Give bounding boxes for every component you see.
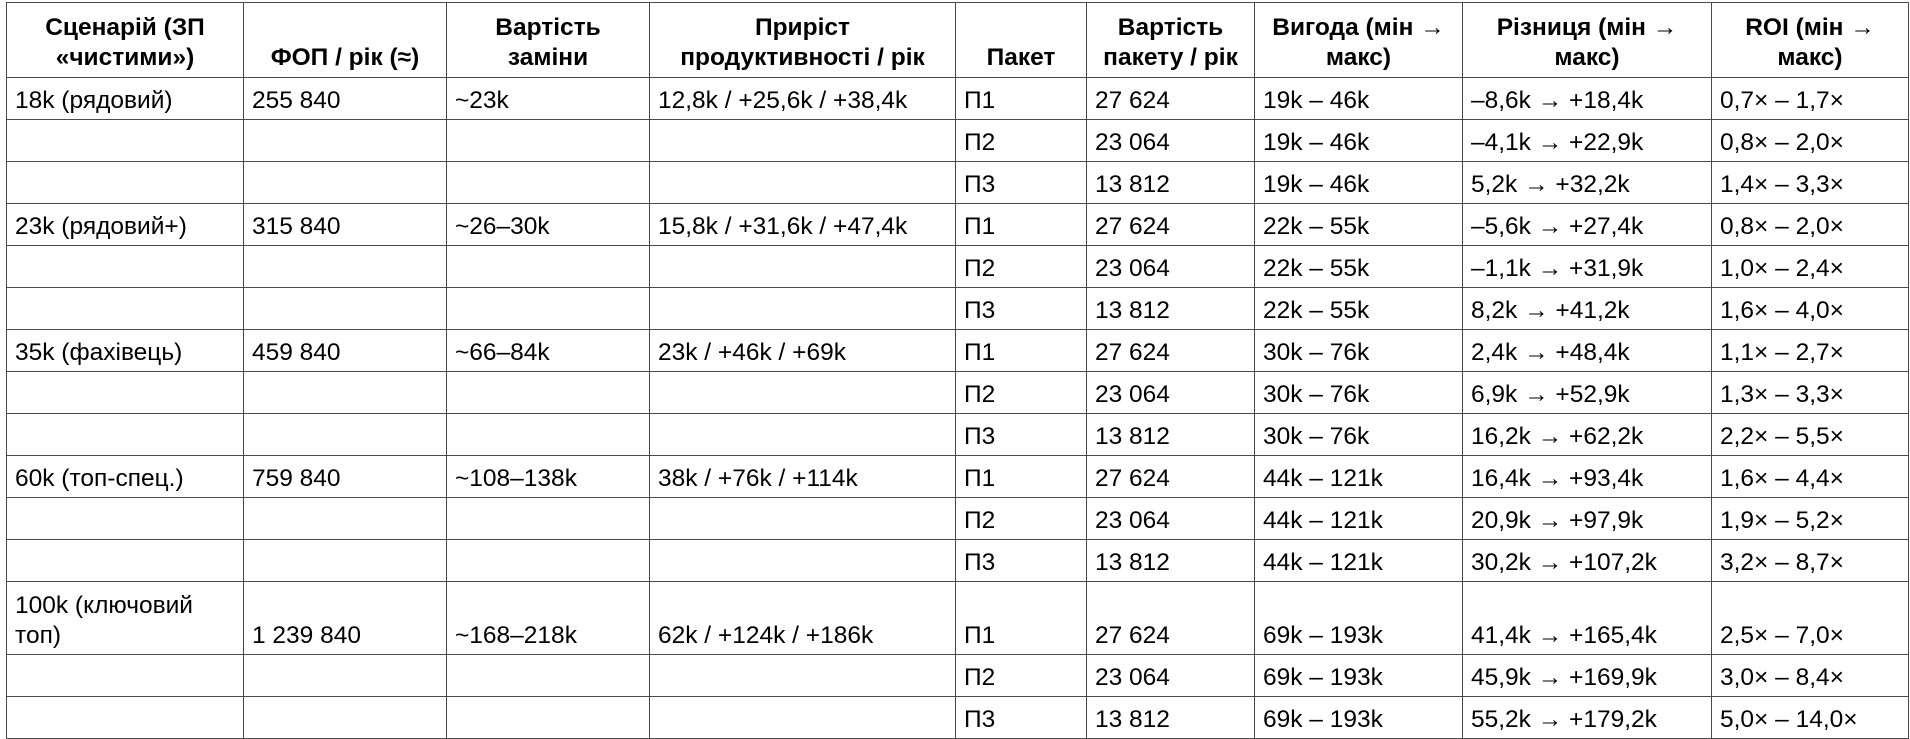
cell-package-cost[interactable]: 13 812 bbox=[1087, 288, 1255, 330]
header-row bbox=[7, 3, 1909, 78]
cell-package[interactable]: П1 bbox=[956, 78, 1087, 120]
table-row bbox=[7, 162, 1909, 204]
cell-package-cost[interactable]: 13 812 bbox=[1087, 414, 1255, 456]
cell-difference[interactable]: 41,4k → +165,4k bbox=[1463, 582, 1712, 655]
cell-package-cost[interactable]: 27 624 bbox=[1087, 78, 1255, 120]
cell-package[interactable]: П2 bbox=[956, 120, 1087, 162]
cell-roi[interactable]: 2,2× – 5,5× bbox=[1712, 414, 1909, 456]
cell-productivity[interactable] bbox=[650, 288, 956, 330]
cell-difference[interactable]: –1,1k → +31,9k bbox=[1463, 246, 1712, 288]
cell-productivity[interactable] bbox=[650, 372, 956, 414]
cell-productivity[interactable] bbox=[650, 655, 956, 697]
cell-fop[interactable] bbox=[244, 697, 447, 739]
cell-productivity[interactable]: 62k / +124k / +186k bbox=[650, 582, 956, 655]
cell-benefit[interactable]: 44k – 121k bbox=[1255, 498, 1463, 540]
cell-scenario[interactable] bbox=[7, 540, 244, 582]
cell-productivity[interactable] bbox=[650, 697, 956, 739]
header-cell-benefit[interactable]: Вигода (мін → макс) bbox=[1255, 3, 1463, 78]
table-row bbox=[7, 120, 1909, 162]
cell-package[interactable]: П3 bbox=[956, 540, 1087, 582]
header-cell-package-cost[interactable]: Вартість пакету / рік bbox=[1087, 3, 1255, 78]
cell-package-cost[interactable]: 23 064 bbox=[1087, 372, 1255, 414]
cell-replacement-cost[interactable]: ~23k bbox=[447, 78, 650, 120]
cell-replacement-cost[interactable] bbox=[447, 655, 650, 697]
cell-benefit[interactable]: 44k – 121k bbox=[1255, 456, 1463, 498]
cell-difference[interactable]: 55,2k → +179,2k bbox=[1463, 697, 1712, 739]
cell-benefit[interactable]: 69k – 193k bbox=[1255, 582, 1463, 655]
cell-package-cost[interactable]: 27 624 bbox=[1087, 204, 1255, 246]
cell-roi[interactable]: 2,5× – 7,0× bbox=[1712, 582, 1909, 655]
cell-difference[interactable]: 2,4k → +48,4k bbox=[1463, 330, 1712, 372]
cell-fop[interactable] bbox=[244, 288, 447, 330]
table-row bbox=[7, 540, 1909, 582]
cell-package-cost[interactable]: 23 064 bbox=[1087, 655, 1255, 697]
cell-package-cost[interactable]: 27 624 bbox=[1087, 456, 1255, 498]
cell-package-cost[interactable]: 27 624 bbox=[1087, 330, 1255, 372]
table-row bbox=[7, 697, 1909, 739]
header-cell-productivity[interactable]: Приріст продуктивності / рік bbox=[650, 3, 956, 78]
cell-package[interactable]: П3 bbox=[956, 414, 1087, 456]
cell-difference[interactable]: –8,6k → +18,4k bbox=[1463, 78, 1712, 120]
cell-replacement-cost[interactable] bbox=[447, 540, 650, 582]
cell-package[interactable]: П2 bbox=[956, 498, 1087, 540]
cell-roi[interactable]: 3,0× – 8,4× bbox=[1712, 655, 1909, 697]
cell-package-cost[interactable]: 23 064 bbox=[1087, 498, 1255, 540]
cell-productivity[interactable] bbox=[650, 498, 956, 540]
cell-fop[interactable] bbox=[244, 162, 447, 204]
table-row bbox=[7, 78, 1909, 120]
cell-roi[interactable]: 1,9× – 5,2× bbox=[1712, 498, 1909, 540]
cell-benefit[interactable]: 22k – 55k bbox=[1255, 204, 1463, 246]
cell-fop[interactable] bbox=[244, 372, 447, 414]
cell-productivity[interactable]: 15,8k / +31,6k / +47,4k bbox=[650, 204, 956, 246]
cell-difference[interactable]: 45,9k → +169,9k bbox=[1463, 655, 1712, 697]
cell-benefit[interactable]: 19k – 46k bbox=[1255, 162, 1463, 204]
cell-roi[interactable]: 1,1× – 2,7× bbox=[1712, 330, 1909, 372]
cell-productivity[interactable] bbox=[650, 540, 956, 582]
table-body bbox=[7, 78, 1909, 739]
header-cell-scenario[interactable]: Сценарій (ЗП «чистими») bbox=[7, 3, 244, 78]
cell-difference[interactable]: 6,9k → +52,9k bbox=[1463, 372, 1712, 414]
cell-scenario[interactable]: 35k (фахівець) bbox=[7, 330, 244, 372]
table-row bbox=[7, 582, 1909, 655]
cell-difference[interactable]: 16,4k → +93,4k bbox=[1463, 456, 1712, 498]
cell-replacement-cost[interactable] bbox=[447, 697, 650, 739]
cell-benefit[interactable]: 69k – 193k bbox=[1255, 655, 1463, 697]
cell-productivity[interactable] bbox=[650, 162, 956, 204]
cell-difference[interactable]: –5,6k → +27,4k bbox=[1463, 204, 1712, 246]
cell-package[interactable]: П3 bbox=[956, 162, 1087, 204]
cell-package[interactable]: П3 bbox=[956, 288, 1087, 330]
cell-package[interactable]: П1 bbox=[956, 330, 1087, 372]
header-cell-package[interactable]: Пакет bbox=[956, 3, 1087, 78]
cell-difference[interactable]: 8,2k → +41,2k bbox=[1463, 288, 1712, 330]
roi-table bbox=[6, 2, 1909, 739]
cell-replacement-cost[interactable]: ~108–138k bbox=[447, 456, 650, 498]
cell-package[interactable]: П1 bbox=[956, 456, 1087, 498]
cell-fop[interactable]: 459 840 bbox=[244, 330, 447, 372]
cell-difference[interactable]: 5,2k → +32,2k bbox=[1463, 162, 1712, 204]
cell-roi[interactable]: 0,7× – 1,7× bbox=[1712, 78, 1909, 120]
table-row bbox=[7, 204, 1909, 246]
cell-fop[interactable] bbox=[244, 540, 447, 582]
cell-productivity[interactable]: 23k / +46k / +69k bbox=[650, 330, 956, 372]
cell-replacement-cost[interactable]: ~26–30k bbox=[447, 204, 650, 246]
cell-benefit[interactable]: 19k – 46k bbox=[1255, 120, 1463, 162]
table-row bbox=[7, 246, 1909, 288]
cell-fop[interactable] bbox=[244, 414, 447, 456]
cell-fop[interactable] bbox=[244, 655, 447, 697]
cell-roi[interactable]: 1,6× – 4,4× bbox=[1712, 456, 1909, 498]
cell-replacement-cost[interactable] bbox=[447, 414, 650, 456]
cell-replacement-cost[interactable] bbox=[447, 120, 650, 162]
header-cell-replacement-cost[interactable]: Вартість заміни bbox=[447, 3, 650, 78]
cell-benefit[interactable]: 30k – 76k bbox=[1255, 330, 1463, 372]
cell-replacement-cost[interactable] bbox=[447, 162, 650, 204]
header-cell-roi[interactable]: ROI (мін → макс) bbox=[1712, 3, 1909, 78]
cell-package[interactable]: П1 bbox=[956, 582, 1087, 655]
cell-package[interactable]: П2 bbox=[956, 246, 1087, 288]
header-cell-fop[interactable]: ФОП / рік (≈) bbox=[244, 3, 447, 78]
cell-package-cost[interactable]: 13 812 bbox=[1087, 697, 1255, 739]
cell-package[interactable]: П1 bbox=[956, 204, 1087, 246]
cell-package-cost[interactable]: 23 064 bbox=[1087, 120, 1255, 162]
cell-difference[interactable]: –4,1k → +22,9k bbox=[1463, 120, 1712, 162]
cell-benefit[interactable]: 19k – 46k bbox=[1255, 78, 1463, 120]
cell-scenario[interactable] bbox=[7, 120, 244, 162]
cell-roi[interactable]: 1,6× – 4,0× bbox=[1712, 288, 1909, 330]
cell-benefit[interactable]: 30k – 76k bbox=[1255, 372, 1463, 414]
cell-benefit[interactable]: 69k – 193k bbox=[1255, 697, 1463, 739]
cell-replacement-cost[interactable] bbox=[447, 288, 650, 330]
cell-fop[interactable]: 1 239 840 bbox=[244, 582, 447, 655]
cell-roi[interactable]: 1,3× – 3,3× bbox=[1712, 372, 1909, 414]
cell-fop[interactable]: 759 840 bbox=[244, 456, 447, 498]
cell-package-cost[interactable]: 13 812 bbox=[1087, 162, 1255, 204]
cell-roi[interactable]: 1,4× – 3,3× bbox=[1712, 162, 1909, 204]
cell-replacement-cost[interactable] bbox=[447, 498, 650, 540]
cell-benefit[interactable]: 44k – 121k bbox=[1255, 540, 1463, 582]
cell-replacement-cost[interactable]: ~168–218k bbox=[447, 582, 650, 655]
cell-productivity[interactable]: 12,8k / +25,6k / +38,4k bbox=[650, 78, 956, 120]
cell-fop[interactable] bbox=[244, 120, 447, 162]
cell-scenario[interactable] bbox=[7, 246, 244, 288]
table-row bbox=[7, 372, 1909, 414]
cell-difference[interactable]: 16,2k → +62,2k bbox=[1463, 414, 1712, 456]
table-row bbox=[7, 330, 1909, 372]
cell-benefit[interactable]: 22k – 55k bbox=[1255, 288, 1463, 330]
cell-difference[interactable]: 30,2k → +107,2k bbox=[1463, 540, 1712, 582]
table-row bbox=[7, 456, 1909, 498]
cell-scenario[interactable] bbox=[7, 655, 244, 697]
table-row bbox=[7, 414, 1909, 456]
table-row bbox=[7, 498, 1909, 540]
cell-difference[interactable]: 20,9k → +97,9k bbox=[1463, 498, 1712, 540]
cell-scenario[interactable]: 18k (рядовий) bbox=[7, 78, 244, 120]
cell-fop[interactable] bbox=[244, 246, 447, 288]
cell-fop[interactable]: 315 840 bbox=[244, 204, 447, 246]
cell-scenario[interactable]: 23k (рядовий+) bbox=[7, 204, 244, 246]
cell-replacement-cost[interactable]: ~66–84k bbox=[447, 330, 650, 372]
cell-scenario[interactable] bbox=[7, 372, 244, 414]
table-row bbox=[7, 655, 1909, 697]
cell-productivity[interactable] bbox=[650, 414, 956, 456]
cell-scenario[interactable] bbox=[7, 498, 244, 540]
cell-package[interactable]: П3 bbox=[956, 697, 1087, 739]
cell-scenario[interactable] bbox=[7, 162, 244, 204]
cell-productivity[interactable] bbox=[650, 120, 956, 162]
cell-package[interactable]: П2 bbox=[956, 372, 1087, 414]
cell-fop[interactable] bbox=[244, 498, 447, 540]
cell-productivity[interactable]: 38k / +76k / +114k bbox=[650, 456, 956, 498]
cell-replacement-cost[interactable] bbox=[447, 372, 650, 414]
cell-package-cost[interactable]: 13 812 bbox=[1087, 540, 1255, 582]
header-cell-difference[interactable]: Різниця (мін → макс) bbox=[1463, 3, 1712, 78]
cell-scenario[interactable] bbox=[7, 414, 244, 456]
cell-package[interactable]: П2 bbox=[956, 655, 1087, 697]
cell-fop[interactable]: 255 840 bbox=[244, 78, 447, 120]
cell-roi[interactable]: 3,2× – 8,7× bbox=[1712, 540, 1909, 582]
cell-roi[interactable]: 1,0× – 2,4× bbox=[1712, 246, 1909, 288]
cell-package-cost[interactable]: 27 624 bbox=[1087, 582, 1255, 655]
cell-benefit[interactable]: 22k – 55k bbox=[1255, 246, 1463, 288]
cell-roi[interactable]: 0,8× – 2,0× bbox=[1712, 120, 1909, 162]
cell-scenario[interactable]: 60k (топ-спец.) bbox=[7, 456, 244, 498]
cell-roi[interactable]: 5,0× – 14,0× bbox=[1712, 697, 1909, 739]
table-row bbox=[7, 288, 1909, 330]
cell-productivity[interactable] bbox=[650, 246, 956, 288]
cell-scenario[interactable] bbox=[7, 288, 244, 330]
cell-scenario[interactable]: 100k (ключовий топ) bbox=[7, 582, 244, 655]
cell-replacement-cost[interactable] bbox=[447, 246, 650, 288]
cell-package-cost[interactable]: 23 064 bbox=[1087, 246, 1255, 288]
cell-scenario[interactable] bbox=[7, 697, 244, 739]
cell-benefit[interactable]: 30k – 76k bbox=[1255, 414, 1463, 456]
cell-roi[interactable]: 0,8× – 2,0× bbox=[1712, 204, 1909, 246]
